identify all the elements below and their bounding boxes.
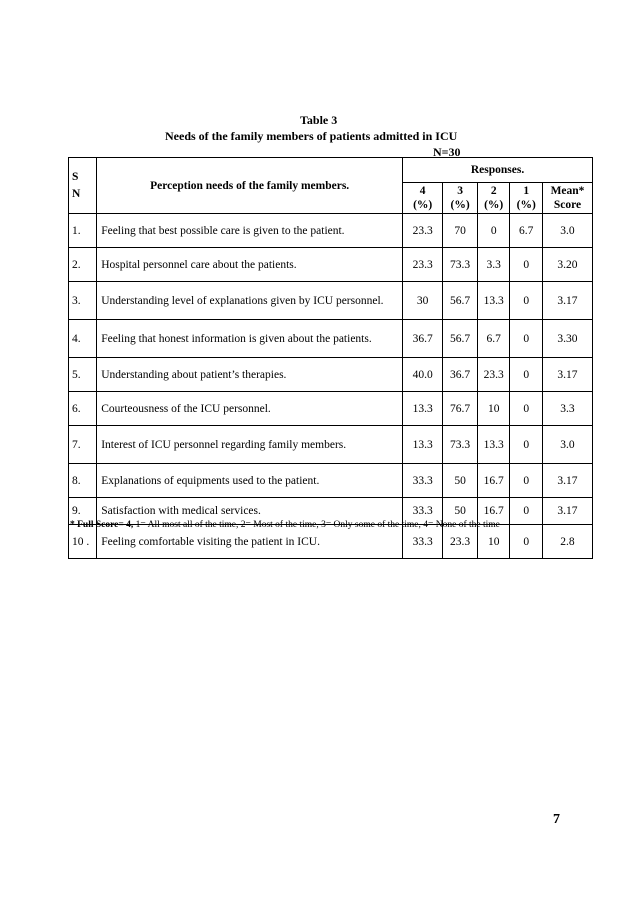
row-v2: 3.3	[477, 248, 510, 282]
row-mean: 3.17	[542, 464, 592, 498]
header-col-mean	[542, 183, 592, 214]
table-row	[69, 392, 593, 426]
header-col-4-top: 4	[419, 185, 426, 197]
row-v3: 56.7	[443, 320, 478, 358]
row-v3: 50	[443, 498, 478, 525]
row-v4: 13.3	[403, 426, 443, 464]
row-v4: 23.3	[403, 248, 443, 282]
row-v4: 33.3	[403, 525, 443, 559]
row-v2: 13.3	[477, 426, 510, 464]
row-mean: 3.30	[542, 320, 592, 358]
table-row	[69, 464, 593, 498]
row-v4: 30	[403, 282, 443, 320]
row-v1: 0	[510, 248, 543, 282]
header-col-3-bottom: (%)	[450, 199, 470, 211]
header-col-1-top: 1	[523, 185, 530, 197]
row-text: Feeling comfortable visiting the patient in ICU.	[97, 525, 403, 559]
header-col-1	[510, 183, 543, 214]
row-sn: 6.	[69, 392, 97, 426]
table-row	[69, 282, 593, 320]
row-mean: 3.17	[542, 282, 592, 320]
row-v3: 36.7	[443, 358, 478, 392]
row-v1: 0	[510, 320, 543, 358]
row-v2: 10	[477, 392, 510, 426]
needs-table	[68, 157, 593, 559]
header-responses: Responses.	[403, 158, 593, 183]
row-sn: 9.	[69, 498, 97, 525]
row-v2: 23.3	[477, 358, 510, 392]
row-mean: 3.17	[542, 358, 592, 392]
row-mean: 3.20	[542, 248, 592, 282]
row-v4: 33.3	[403, 464, 443, 498]
header-sn-s: S	[72, 170, 79, 183]
row-v1: 6.7	[510, 214, 543, 248]
row-v2: 16.7	[477, 498, 510, 525]
footnote-legend: 1= All most all of the time, 2= Most of the time, 3= Only some of the time, 4= None of the time	[133, 520, 500, 530]
header-col-mean-bottom: Score	[553, 199, 582, 211]
table-caption: Needs of the family members of patients admitted in ICU	[165, 129, 458, 143]
header-col-2	[477, 183, 510, 214]
page-number: 7	[553, 812, 560, 827]
sample-size: N=30	[433, 145, 461, 159]
row-text: Courteousness of the ICU personnel.	[97, 392, 403, 426]
row-text: Feeling that honest information is given about the patients.	[97, 320, 403, 358]
row-sn: 2.	[69, 248, 97, 282]
row-v2: 6.7	[477, 320, 510, 358]
row-v1: 0	[510, 525, 543, 559]
header-col-2-bottom: (%)	[484, 199, 504, 211]
row-v1: 0	[510, 282, 543, 320]
row-mean: 3.0	[542, 214, 592, 248]
table-number: Table 3	[300, 113, 338, 127]
header-col-3	[443, 183, 478, 214]
row-v4: 13.3	[403, 392, 443, 426]
row-v3: 73.3	[443, 426, 478, 464]
header-col-mean-top: Mean*	[550, 185, 585, 197]
row-v1: 0	[510, 358, 543, 392]
row-v4: 33.3	[403, 498, 443, 525]
row-v3: 56.7	[443, 282, 478, 320]
row-mean: 3.17	[542, 498, 592, 525]
header-col-1-bottom: (%)	[516, 199, 536, 211]
row-sn: 4.	[69, 320, 97, 358]
row-sn: 8.	[69, 464, 97, 498]
row-text: Satisfaction with medical services.	[97, 498, 403, 525]
table-row	[69, 426, 593, 464]
row-text: Understanding level of explanations given by ICU personnel.	[97, 282, 403, 320]
row-mean: 2.8	[542, 525, 592, 559]
row-v2: 10	[477, 525, 510, 559]
row-sn: 5.	[69, 358, 97, 392]
row-v3: 23.3	[443, 525, 478, 559]
row-v3: 70	[443, 214, 478, 248]
row-mean: 3.3	[542, 392, 592, 426]
row-sn: 10 .	[69, 525, 97, 559]
header-col-2-top: 2	[490, 185, 497, 197]
row-v1: 0	[510, 464, 543, 498]
table-row	[69, 214, 593, 248]
row-v3: 73.3	[443, 248, 478, 282]
table-footnote	[70, 520, 500, 530]
row-v1: 0	[510, 498, 543, 525]
row-text: Explanations of equipments used to the patient.	[97, 464, 403, 498]
row-sn: 1.	[69, 214, 97, 248]
row-v2: 13.3	[477, 282, 510, 320]
row-text: Feeling that best possible care is given to the patient.	[97, 214, 403, 248]
row-v3: 50	[443, 464, 478, 498]
header-col-4	[403, 183, 443, 214]
row-v3: 76.7	[443, 392, 478, 426]
row-v4: 23.3	[403, 214, 443, 248]
row-mean: 3.0	[542, 426, 592, 464]
row-v1: 0	[510, 426, 543, 464]
row-text: Hospital personnel care about the patients.	[97, 248, 403, 282]
table-row	[69, 248, 593, 282]
header-col-3-top: 3	[457, 185, 463, 197]
row-text: Interest of ICU personnel regarding family members.	[97, 426, 403, 464]
table-row	[69, 358, 593, 392]
header-col-4-bottom: (%)	[413, 199, 433, 211]
row-v2: 16.7	[477, 464, 510, 498]
row-v4: 36.7	[403, 320, 443, 358]
row-sn: 7.	[69, 426, 97, 464]
header-sn-n: N	[72, 187, 81, 200]
row-text: Understanding about patient’s therapies.	[97, 358, 403, 392]
footnote-full-score: * Full Score= 4,	[70, 520, 134, 530]
row-v2: 0	[477, 214, 510, 248]
row-v1: 0	[510, 392, 543, 426]
header-perception: Perception needs of the family members.	[97, 158, 403, 214]
table-row	[69, 320, 593, 358]
header-sn	[69, 158, 97, 214]
row-sn: 3.	[69, 282, 97, 320]
row-v4: 40.0	[403, 358, 443, 392]
